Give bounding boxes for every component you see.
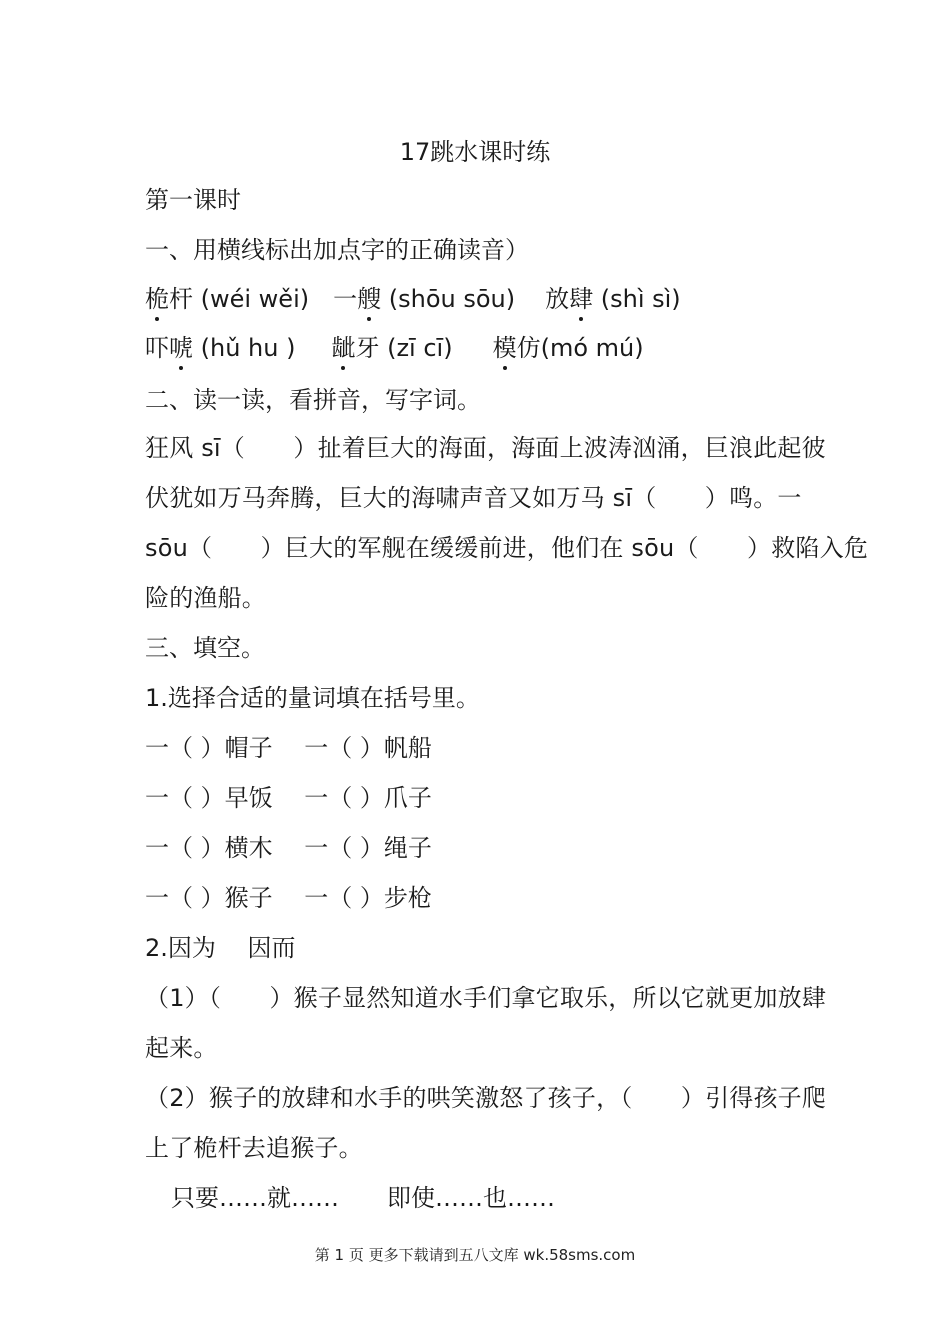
pinyin-item: 一艘 (shōu sōu) xyxy=(333,285,516,313)
document-title: 17跳水课时练 xyxy=(399,138,551,166)
measure-word-row: 一（ ）早饭 一（ ）爪子 xyxy=(145,784,432,812)
measure-word-row: 一（ ）帽子 一（ ）帆船 xyxy=(145,734,432,762)
lesson-label: 第一课时 xyxy=(145,186,241,214)
pinyin-item: 吓唬 (hǔ hu ) xyxy=(145,334,296,362)
question2-line: 上了桅杆去追猴子。 xyxy=(145,1134,363,1162)
dotted-char: 艘 xyxy=(357,285,382,313)
question1-heading: 1.选择合适的量词填在括号里。 xyxy=(145,684,480,712)
pinyin-item: 模仿(mó mú) xyxy=(492,334,644,362)
pinyin-row-2 xyxy=(145,332,644,364)
measure-word-row: 一（ ）横木 一（ ）绳子 xyxy=(145,834,432,862)
pinyin-item: 桅杆 (wéi wěi) xyxy=(145,285,310,313)
dotted-char: 唬 xyxy=(169,334,193,362)
dotted-char: 龇 xyxy=(331,334,356,362)
pinyin-item: 放肆 (shì sì) xyxy=(545,285,681,313)
pinyin-row-1 xyxy=(145,283,681,315)
section2-heading: 二、读一读，看拼音，写字词。 xyxy=(145,386,481,414)
dotted-char: 模 xyxy=(492,334,517,362)
question2-line: 起来。 xyxy=(145,1034,218,1062)
paragraph-line: sōu（ ）巨大的军舰在缓缓前进，他们在 sōu（ ）救陷入危 xyxy=(145,534,869,562)
paragraph-line: 险的渔船。 xyxy=(145,584,266,612)
page-footer: 第 1 页 更多下载请到五八文库 wk.58sms.com xyxy=(314,1246,636,1264)
question2-line: （2）猴子的放肆和水手的哄笑激怒了孩子，（ ）引得孩子爬 xyxy=(145,1084,827,1112)
dotted-char: 桅 xyxy=(145,285,169,313)
pinyin-item: 龇牙 (zī cī) xyxy=(331,334,453,362)
section1-heading: 一、用横线标出加点字的正确读音） xyxy=(145,236,529,264)
section3-heading: 三、填空。 xyxy=(145,634,265,662)
question2-line: （1）（ ）猴子显然知道水手们拿它取乐，所以它就更加放肆 xyxy=(145,984,827,1012)
paragraph-line: 伏犹如万马奔腾，巨大的海啸声音又如万马 sī（ ）鸣。一 xyxy=(145,484,802,512)
question2-heading: 2.因为 因而 xyxy=(145,934,296,962)
conjunction-options: 只要……就…… 即使……也…… xyxy=(171,1184,555,1212)
paragraph-line: 狂风 sī（ ）扯着巨大的海面，海面上波涛汹涌，巨浪此起彼 xyxy=(145,434,826,462)
dotted-char: 肆 xyxy=(569,285,594,313)
measure-word-row: 一（ ）猴子 一（ ）步枪 xyxy=(145,884,432,912)
